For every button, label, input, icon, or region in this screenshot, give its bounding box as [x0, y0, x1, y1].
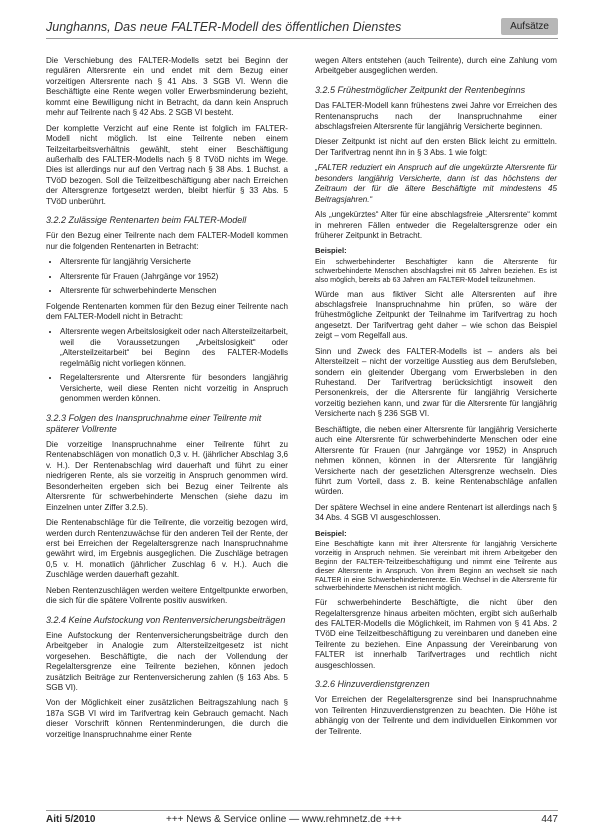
bullet-list — [46, 327, 288, 404]
bullet-list — [46, 257, 288, 296]
section-heading: 3.2.4 Keine Aufstockung von Rentenversicherungsbeiträgen — [46, 614, 286, 625]
paragraph: Das FALTER-Modell kann frühestens zwei Jahre vor Erreichen des Rentenanspruchs nach der Inanspruchnahme einer abschlagsfreien Altersrente für langjährig Versicherte beginnen. — [315, 101, 557, 131]
paragraph: Der komplette Verzicht auf eine Rente ist folglich im FALTER-Modell nicht möglich. Ist eine Teilrente neben einem Teilzeitarbeitsverhältnis gewählt, steht einer Beschäftigung außerhalb des FALTER-Modells nach § 8 TVöD nichts im Wege. Dies ist allerdings nur auf den Vertrag nach § 38 Abs. 1 Buchst. a TVöD bezogen. Soll die Teilzeitbeschäftigung aber nach Erreichen der Altersgrenze fortgesetzt werden, bleibt hierfür § 33 Abs. 5 TVöD unberührt. — [46, 123, 288, 206]
example-text: Ein schwerbehinderter Beschäftigter kann die Altersrente für schwerbehinderte Menschen abschlagsfrei mit 65 Jahren beziehen. Es ist also möglich, bereits ab 63 Jahren am FALTER-Modell teilzunehmen. — [315, 257, 557, 284]
page-number: 447 — [541, 814, 558, 825]
section-heading: 3.2.2 Zulässige Rentenarten beim FALTER-Modell — [46, 215, 247, 226]
list-item: • Altersrente wegen Arbeitslosigkeit oder nach Altersteilzeitarbeit, weil die Voraussetzungen „Arbeitslosigkeit“ oder „Altersteilzeitarbeit“ bei Beginn des FALTER-Modells regelmäßig nicht vorliegen können. — [60, 327, 288, 369]
section-heading: 3.2.3 Folgen des Inanspruchnahme einer Teilrente mit späterer Vollrente — [46, 412, 262, 434]
running-header-title: Junghanns, Das neue FALTER-Modell des öffentlichen Dienstes — [46, 20, 402, 34]
section-heading: 3.2.6 Hinzuverdienstgrenzen — [315, 679, 430, 690]
paragraph: Folgende Rentenarten kommen für den Bezug einer Teilrente nach dem FALTER-Modell nicht in Betracht: — [46, 301, 288, 321]
paragraph: Für schwerbehinderte Beschäftigte, die nicht über den Regelaltersgrenze hinaus arbeiten möchten, ergibt sich außerhalb des FALTER-Modells die Möglichkeit, im Rahmen von § 41 Abs. 2 TVöD eine Teilzeitbeschäftigung zu vereinbaren und daneben eine Teilrente zu beziehen. Eine Anpassung der Vereinbarung von FALTER ist innerhalb Tarifvertrages und rechtlich nicht ausgeschlossen. — [315, 598, 557, 670]
example-text: Eine Beschäftigte kann mit ihrer Altersrente für langjährig Versicherte vorzeitig in Anspruch nehmen. Sie vereinbart mit ihrem Arbeitgeber den Beginn der FALTER-Teilzeitbeschäftigung und nimmt eine Teilrente aus dieser Altersrente in Anspruch. Von ihrem Beginn an wechselt sie nach FALTER in eine Schwerbehindertenrente. Ein Wechsel in die Altersrente für schwerbehinderte Menschen ist nicht möglich. — [315, 539, 557, 593]
paragraph: Für den Bezug einer Teilrente nach dem FALTER-Modell kommen nur die folgenden Rentenarten in Betracht: — [46, 231, 288, 251]
list-item: • Altersrente für Frauen (Jahrgänge vor 1952) — [60, 272, 288, 282]
left-column — [46, 56, 288, 745]
list-item: • Altersrente für schwerbehinderte Menschen — [60, 286, 288, 296]
paragraph: Würde man aus fiktiver Sicht alle Altersrenten auf ihre abschlagsfreie Inanspruchnahme hin prüfen, so wäre der frühestmögliche Zeitpunkt der Teilnahme im Tarifvertrag zu hoch angesetzt. Der Tarifvertrag geht daher – wie schon das Beispiel zeigt – vom Regelfall aus. — [315, 289, 557, 341]
paragraph: Die Verschiebung des FALTER-Modells setzt bei Beginn der regulären Altersrente ein und endet mit dem Bezug einer vorzeitigen Altersrente nach § 41 Abs. 3 SGB VI. Wenn die Beschäftigte eine Rente wegen voller Erwerbsminderung bezieht, kommt eine Bewilligung nicht in Betracht, da dann kein Anspruch mehr auf Teilrente nach § 42 Abs. 2 SGB VI besteht. — [46, 56, 288, 118]
paragraph: Sinn und Zweck des FALTER-Modells ist – anders als bei Altersteilzeit – nicht der vorzeitige Ausstieg aus dem Berufsleben, sondern ein gleitender Übergang vom Erwerbsleben in den Ruhestand. Der Tarifvertrag berücksichtigt insoweit den Personenkreis, der die Altersrente für langjährig Versicherte vorzeitig beziehen kann, und zwar für die Altersrente für langjährig Versicherte nach § 236 SGB VI. — [315, 346, 557, 419]
paragraph: Als „ungekürztes“ Alter für eine abschlagsfreie „Altersrente“ kommt in mehreren Fällen entweder die Regelaltersgrenze oder ein früherer Zeitpunkt in Betracht. — [315, 210, 557, 240]
paragraph: Beschäftigte, die neben einer Altersrente für langjährig Versicherte auch eine Altersrente für schwerbehinderte Menschen oder eine Altersrente für Frauen (nur Jahrgänge vor 1952) in Anspruch nehmen können, können in der Altersrente für langjährig Versicherte nach der gesetzlichen Altersgrenze wechseln. Dies führt zum Vorteil, dass z. B. keine Rentenabschläge anfallen würden. — [315, 424, 557, 497]
section-tag: Aufsätze — [501, 18, 558, 35]
section-heading: 3.2.5 Frühestmöglicher Zeitpunkt der Rentenbeginns — [315, 84, 526, 95]
paragraph: Die vorzeitige Inanspruchnahme einer Teilrente führt zu Rentenabschlägen von monatlich 0,3 v. H. (jährlicher Abschlag 3,6 v. H.). Der Rentenabschlag wird dauerhaft und führt zu einer niedrigeren Rente, als sie vorzeitig in Anspruch genommen wird. Besonderheiten ergeben sich bei Bezug einer Teilrente als Altersrente für schwerbehinderte Menschen (siehe dazu im Einzelnen unter Ziffer 3.2.5). — [46, 440, 288, 512]
paragraph: Vor Erreichen der Regelaltersgrenze sind bei Inanspruchnahme von Teilrenten Hinzuverdienstgrenzen zu beachten. Die Höhe ist abhängig von der Teilrente und dem individuellen Einkommen vor der Teilrente. — [315, 695, 557, 736]
quotation: „FALTER reduziert ein Anspruch auf die ungekürzte Altersrente für besonders langjährig Versicherte, dann ist das höchstens der Zeitraum der für die ältere Beschäftigte mit mindestens 45 Beitragsjahren.“ — [315, 163, 557, 204]
footer-website-note: +++ News & Service online — www.rehmnetz.de +++ — [166, 814, 402, 825]
paragraph: Dieser Zeitpunkt ist nicht auf den ersten Blick leicht zu ermitteln. Der Tarifvertrag nennt ihn in § 3 Abs. 1 wie folgt: — [315, 137, 557, 157]
journal-issue: Aiti 5/2010 — [46, 814, 96, 825]
running-header — [46, 18, 558, 39]
paragraph: Von der Möglichkeit einer zusätzlichen Beitragszahlung nach § 187a SGB VI wird im Tarifvertrag kein Gebrauch gemacht. Nach dieser Vorschrift können Rentenminderungen, die durch die vorzeitige Inanspruchnahme einer Rente — [46, 698, 288, 739]
paragraph: Neben Rentenzuschlägen werden weitere Entgeltpunkte erworben, die sich für die spätere Vollrente positiv auswirken. — [46, 585, 288, 606]
paragraph: Die Rentenabschläge für die Teilrente, die vorzeitig bezogen wird, werden durch Rentenzuwächse für den anderen Teil der Rente, der erst bei Erreichen der Regelaltersgrenze nach Inanspruchnahme gewährt wird, im Ergebnis ausgeglichen. Die Zuschläge betragen 0,5 v. H. monatlich (jährlicher Zuschlag 6 v. H.). Auch die Zuschläge werden dauerhaft gezahlt. — [46, 518, 288, 580]
paragraph: wegen Alters entstehen (auch Teilrente), durch eine Zahlung vom Arbeitgeber ausgeglichen werden. — [315, 56, 557, 76]
list-item: • Regelaltersrente und Altersrente für besonders langjährig Versicherte, weil diese Renten nicht vorzeitig in Anspruch genommen werden können. — [60, 373, 288, 404]
right-column — [315, 56, 557, 742]
paragraph: Der spätere Wechsel in eine andere Rentenart ist allerdings nach § 34 Abs. 4 SGB VI ausgeschlossen. — [315, 502, 557, 523]
page-footer — [46, 810, 558, 827]
example-label: Beispiel: — [315, 246, 347, 256]
paragraph: Eine Aufstockung der Rentenversicherungsbeiträge durch den Arbeitgeber in Analogie zum Altersteilzeitgesetz ist nicht vorgesehen. Beschäftigte, die nach der Vollendung der Regelaltersgrenze eine Teilrente beziehen, können jedoch zusätzlich Beiträge zur Rentenversicherung zahlen (§ 163 Abs. 5 SGB VI). — [46, 630, 288, 692]
example-label: Beispiel: — [315, 528, 347, 538]
list-item: • Altersrente für langjährig Versicherte — [60, 257, 288, 267]
